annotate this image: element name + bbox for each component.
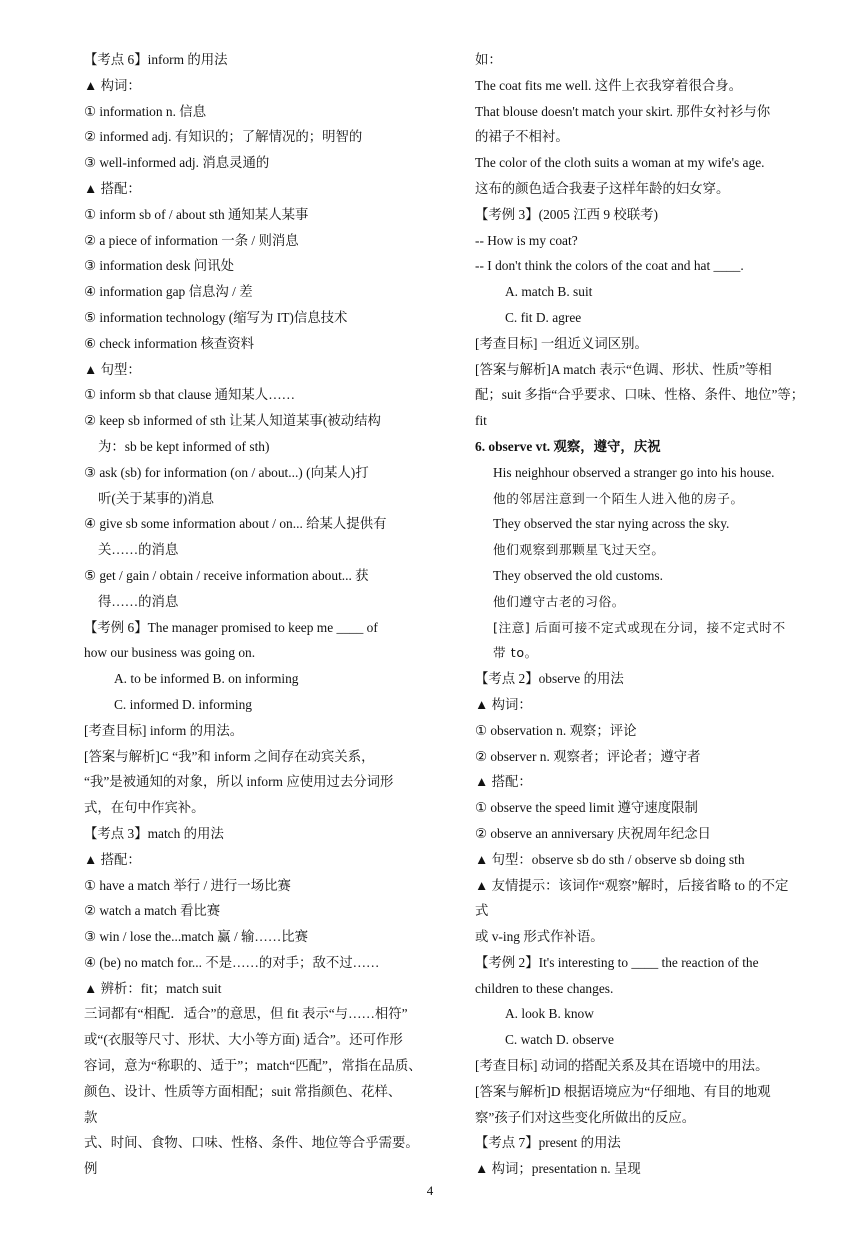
- text-line: ▲ 句型：: [84, 361, 141, 377]
- text-line: [答案与解析]D 根据语境应为“仔细地、有目的地观: [475, 1083, 771, 1099]
- text-line: 为：sb be kept informed of sth): [98, 438, 270, 454]
- text-line: [答案与解析]A match 表示“色调、形状、性质”等相: [475, 361, 772, 377]
- text-line: [考查目标] 一组近义词区别。: [475, 335, 648, 351]
- text-line: -- I don't think the colors of the coat and hat ____.: [475, 258, 744, 274]
- text-line: 三词都有“相配．适合”的意思，但 fit 表示“与……相符”: [84, 1006, 408, 1022]
- text-line: ③ win / lose the...match 赢 / 输……比赛: [84, 929, 308, 945]
- page-number: 4: [426, 1183, 434, 1198]
- text-line: 式、时间、食物、口味、性格、条件、地位等合乎需要。: [84, 1135, 419, 1151]
- text-line: His neighhour observed a stranger go into his house.: [493, 464, 775, 480]
- text-line: 他们遵守古老的习俗。: [493, 593, 625, 609]
- text-line: C. informed D. informing: [114, 696, 252, 712]
- text-line: The coat fits me well. 这件上衣我穿着很合身。: [475, 77, 743, 93]
- text-line: ① have a match 举行 / 进行一场比赛: [84, 877, 291, 893]
- text-line: ② watch a match 看比赛: [84, 903, 221, 919]
- text-line: A. look B. know: [505, 1006, 594, 1022]
- text-line: 【考例 6】The manager promised to keep me ____ of: [84, 619, 378, 635]
- text-line: how our business was going on.: [84, 645, 256, 661]
- text-line: ④ give sb some information about / on... 给某人提供有: [84, 516, 387, 532]
- text-line: 带 to。: [493, 645, 538, 661]
- text-line: That blouse doesn't match your skirt. 那件女衬衫与你: [475, 103, 771, 119]
- text-line: ① information n. 信息: [84, 103, 207, 119]
- text-line: 【考点 3】match 的用法: [84, 825, 224, 841]
- text-line: The color of the cloth suits a woman at my wife's age.: [475, 155, 765, 171]
- text-line: 式: [475, 903, 489, 919]
- left-column: [84, 47, 454, 1182]
- text-line: 他们观察到那颗星飞过天空。: [493, 542, 665, 558]
- text-line: ⑤ information technology (缩写为 IT)信息技术: [84, 309, 348, 325]
- text-line: ② keep sb informed of sth 让某人知道某事(被动结构: [84, 413, 381, 429]
- text-line: They observed the old customs.: [493, 567, 663, 583]
- text-line: 察”孩子们对这些变化所做出的反应。: [475, 1109, 696, 1125]
- text-line: “我”是被通知的对象，所以 inform 应使用过去分词形: [84, 774, 394, 790]
- text-line: 的裙子不相衬。: [475, 129, 569, 145]
- text-line: [考查目标] inform 的用法。: [84, 722, 244, 738]
- text-line: ① observe the speed limit 遵守速度限制: [475, 800, 698, 816]
- text-line: 款: [84, 1109, 98, 1125]
- text-line: 容词，意为“称职的、适于”；match“匹配”，常指在品质、: [84, 1058, 422, 1074]
- text-line: 这布的颜色适合我妻子这样年龄的妇女穿。: [475, 180, 730, 196]
- text-line: 配；suit 多指“合乎要求、口味、性格、条件、地位”等；: [475, 387, 805, 403]
- text-line: ▲ 搭配：: [475, 774, 532, 790]
- text-line: 例: [84, 1161, 98, 1177]
- text-line: ▲ 搭配：: [84, 180, 141, 196]
- text-line: A. to be informed B. on informing: [114, 671, 299, 687]
- text-line: ▲ 友情提示：该词作“观察”解时，后接省略 to 的不定: [475, 877, 789, 893]
- text-line: ③ well-informed adj. 消息灵通的: [84, 155, 270, 171]
- text-line: [考查目标] 动词的搭配关系及其在语境中的用法。: [475, 1058, 769, 1074]
- text-line: 【考点 6】inform 的用法: [84, 52, 228, 67]
- text-line: ▲ 搭配：: [84, 851, 141, 867]
- text-line: ▲ 构词；presentation n. 呈现: [475, 1161, 641, 1177]
- text-line: ④ information gap 信息沟 / 差: [84, 284, 253, 300]
- text-line: C. watch D. observe: [505, 1032, 614, 1048]
- text-line: They observed the star nying across the sky.: [493, 516, 730, 532]
- text-line: ▲ 构词：: [475, 696, 532, 712]
- text-line: ▲ 句型：observe sb do sth / observe sb doing sth: [475, 851, 745, 867]
- text-line: [答案与解析]C “我”和 inform 之间存在动宾关系，: [84, 748, 375, 764]
- text-line: 【考点 7】present 的用法: [475, 1135, 621, 1151]
- text-line: C. fit D. agree: [505, 309, 582, 325]
- text-line: children to these changes.: [475, 980, 614, 996]
- text-line: 他的邻居注意到一个陌生人进入他的房子。: [493, 490, 744, 506]
- text-line: ① inform sb that clause 通知某人……: [84, 387, 295, 403]
- text-line: ▲ 构词：: [84, 77, 141, 93]
- text-line: ② observer n. 观察者；评论者；遵守者: [475, 748, 701, 764]
- text-line: 6. observe vt. 观察，遵守，庆祝: [475, 438, 661, 454]
- text-line: ③ ask (sb) for information (on / about...) (向某人)打: [84, 464, 369, 480]
- right-column: [475, 47, 840, 1182]
- text-line: 【考点 2】observe 的用法: [475, 671, 624, 687]
- text-line: 【考例 2】It's interesting to ____ the reaction of the: [475, 954, 759, 970]
- text-line: 或 v-ing 形式作补语。: [475, 929, 604, 945]
- text-line: ② informed adj. 有知识的；了解情况的；明智的: [84, 129, 363, 145]
- text-line: 如：: [475, 52, 502, 67]
- text-line: -- How is my coat?: [475, 232, 578, 248]
- text-line: ⑤ get / gain / obtain / receive information about... 获: [84, 567, 369, 583]
- text-line: ② a piece of information 一条 / 则消息: [84, 232, 299, 248]
- text-line: ④ (be) no match for... 不是……的对手；敌不过……: [84, 954, 380, 970]
- text-line: ⑥ check information 核查资料: [84, 335, 255, 351]
- text-line: [注意] 后面可接不定式或现在分词，接不定式时不: [493, 619, 786, 635]
- text-line: 得……的消息: [98, 593, 179, 609]
- text-line: 式，在句中作宾补。: [84, 800, 205, 816]
- text-line: ① observation n. 观察；评论: [475, 722, 637, 738]
- text-line: 颜色、设计、性质等方面相配；suit 常指颜色、花样、: [84, 1083, 402, 1099]
- text-line: ▲ 辨析：fit；match suit: [84, 980, 222, 996]
- text-line: 或“(衣服等尺寸、形状、大小等方面) 适合”。还可作形: [84, 1032, 403, 1048]
- text-line: A. match B. suit: [505, 284, 593, 300]
- text-line: ③ information desk 问讯处: [84, 258, 234, 274]
- text-line: ② observe an anniversary 庆祝周年纪念日: [475, 825, 711, 841]
- text-line: 【考例 3】(2005 江西 9 校联考): [475, 206, 658, 222]
- text-line: 听(关于某事的)消息: [98, 490, 215, 506]
- text-line: ① inform sb of / about sth 通知某人某事: [84, 206, 309, 222]
- text-line: 关……的消息: [98, 542, 179, 558]
- text-line: fit: [475, 413, 487, 429]
